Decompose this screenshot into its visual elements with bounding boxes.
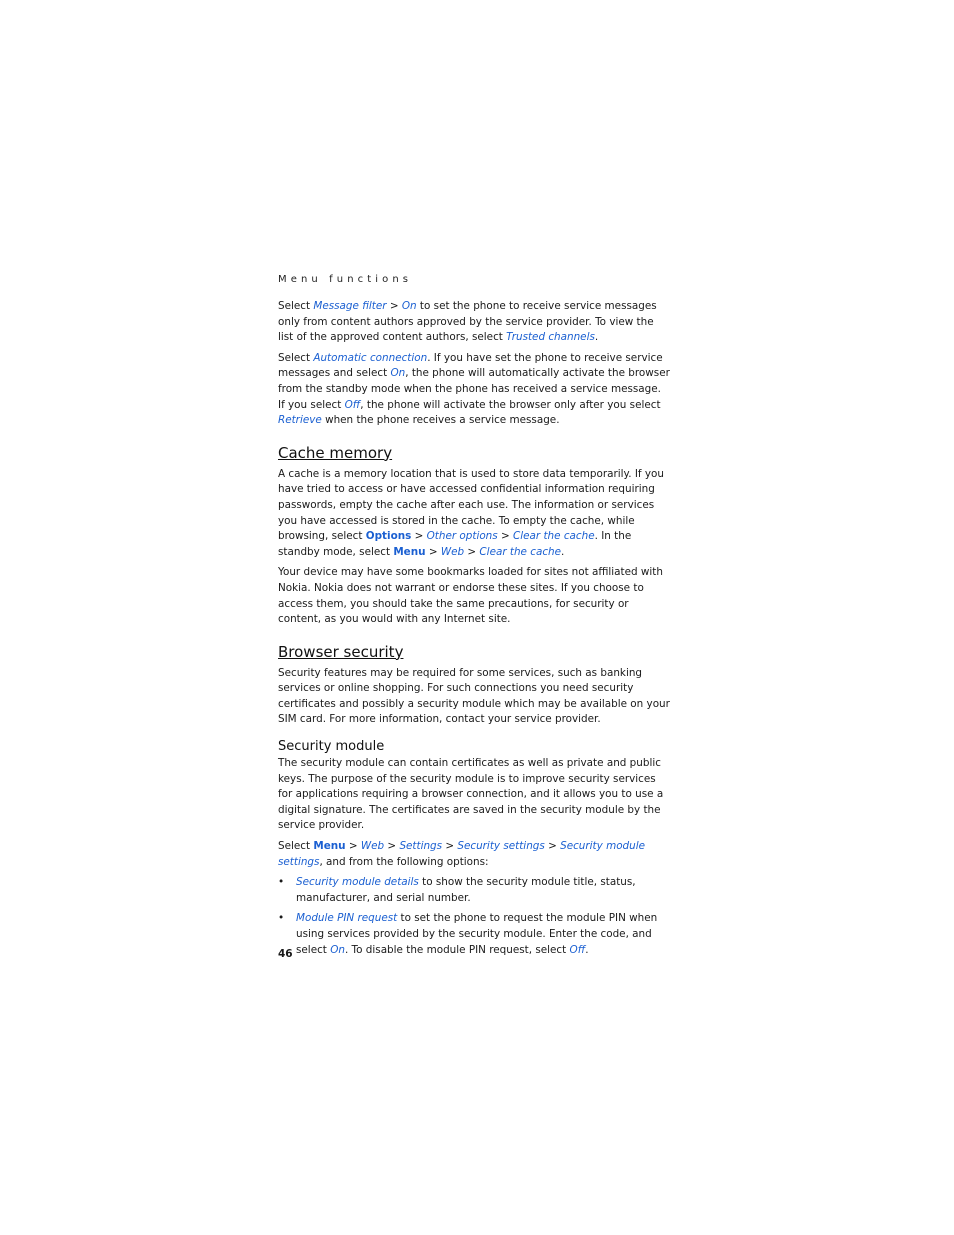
softkey-options: Options (365, 530, 412, 543)
heading-security-module: Security module (278, 739, 385, 755)
menu-item-off: Off (344, 398, 361, 411)
menu-item-module-pin-request: Module PIN request (296, 912, 398, 925)
paragraph-security-module-description: The security module can contain certificates as well as private and public keys. The purpose of the security module is to improve security services for applications requiring a browser connection, and it allows you to use a digital signature. The certificates are saved in the security module by the service provider. (278, 757, 664, 832)
list-item: • Security module details to show the security module title, status, manufacturer, and serial number. (278, 876, 636, 904)
menu-item-web: Web (360, 840, 385, 853)
heading-browser-security: Browser security (278, 642, 404, 661)
menu-item-clear-the-cache: Clear the cache (513, 530, 595, 543)
menu-item-message-filter: Message filter (313, 300, 387, 312)
page-number: 46 (278, 948, 293, 960)
menu-item-automatic-connection: Automatic connection (313, 351, 428, 364)
menu-item-clear-the-cache: Clear the cache (479, 545, 562, 558)
menu-item-trusted-channels: Trusted channels (506, 331, 595, 344)
paragraph-cache-definition: A cache is a memory location that is used to store data temporarily. If you have tried to access or have accessed confidential information requiring passwords, empty the cache after each use. The information or services you have accessed is stored in the cache. To empty the cache, while browsing, select Options > Other options > Clear the cache. In the standby mode, select Menu > Web > Clear the cache. (278, 467, 664, 558)
menu-item-web: Web (440, 545, 465, 558)
running-head: Menu functions (278, 274, 413, 285)
menu-item-security-module-details: Security module details (296, 876, 419, 889)
paragraph-bookmarks-disclaimer: Your device may have some bookmarks loaded for sites not affiliated with Nokia. Nokia does not warrant or endorse these sites. If you choose to access them, you should take the same precautions, for security or content, as you would with any Internet site. (278, 566, 663, 626)
menu-item-security-settings: Security settings (457, 840, 545, 853)
menu-item-settings: Settings (399, 840, 443, 853)
page-content (278, 299, 670, 963)
menu-item-on: On (401, 300, 417, 312)
bullet-icon: • (278, 912, 285, 925)
softkey-menu: Menu (313, 840, 346, 853)
menu-item-retrieve: Retrieve (278, 414, 322, 427)
menu-item-on: On (390, 367, 406, 380)
paragraph-message-filter: Select Message filter > On to set the phone to receive service messages only from content authors approved by the service provider. To view the list of the approved content authors, select Trusted channels. (278, 300, 657, 344)
menu-item-security-module-settings: Security module settings (278, 840, 646, 868)
list-item: • Module PIN request to set the phone to request the module PIN when using services provided by the security module. Enter the code, and select On. To disable the module PIN request, select Off. (278, 912, 658, 956)
options-list (278, 875, 670, 958)
menu-item-off: Off (569, 943, 586, 956)
paragraph-automatic-connection: Select Automatic connection. If you have set the phone to receive service messages and select On, the phone will automatically activate the browser from the standby mode when the phone has received a service message. If you select Off, the phone will activate the browser only after you select Retrieve when the phone receives a service message. (278, 351, 670, 427)
heading-cache-memory: Cache memory (278, 443, 393, 462)
menu-item-other-options: Other options (426, 530, 498, 543)
menu-item-on: On (330, 943, 345, 956)
paragraph-security-module-path: Select Menu > Web > Settings > Security settings > Security module settings, and from the following options: (278, 840, 646, 868)
softkey-menu: Menu (393, 545, 426, 558)
paragraph-security-features: Security features may be required for some services, such as banking services or online shopping. For such connections you need security certificates and possibly a security module which may be available on your SIM card. For more information, contact your service provider. (278, 666, 670, 726)
bullet-icon: • (278, 876, 285, 889)
